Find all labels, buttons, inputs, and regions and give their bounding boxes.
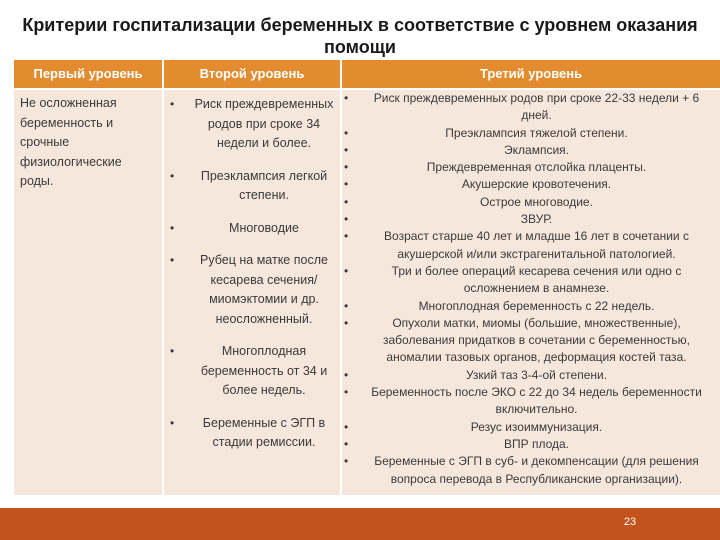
list-item-text: Три и более операций кесарева сечения или одно с осложнением в анамнезе. bbox=[391, 263, 682, 296]
list-item bbox=[170, 167, 334, 206]
bullet: • bbox=[344, 263, 349, 278]
list-item bbox=[344, 125, 716, 142]
bullet: • bbox=[170, 344, 175, 358]
bullet: • bbox=[344, 160, 349, 175]
page-number: 23 bbox=[623, 516, 637, 528]
level-2-list bbox=[164, 90, 340, 453]
bullet: • bbox=[344, 229, 349, 244]
cell-level-1 bbox=[14, 90, 162, 495]
cell-level-2 bbox=[164, 90, 340, 495]
criteria-table bbox=[14, 60, 720, 495]
list-item-text: Риск преждевременных родов при сроке 22-33 недели + 6 дней. bbox=[373, 91, 700, 123]
list-item bbox=[170, 342, 334, 401]
bullet: • bbox=[344, 298, 349, 313]
bullet: • bbox=[170, 97, 175, 111]
level-3-list bbox=[342, 90, 720, 488]
list-item-text: Беременные с ЭГП в суб- и декомпенсации (для решения вопроса перевода в Республиканские организации). bbox=[374, 454, 699, 486]
list-item bbox=[344, 228, 716, 263]
bullet: • bbox=[344, 436, 349, 451]
list-item-text: Акушерские кровотечения. bbox=[461, 177, 612, 192]
list-item-text: ЗВУР. bbox=[520, 212, 553, 227]
list-item-text: Беременные с ЭГП в стадии ремиссии. bbox=[202, 415, 326, 449]
list-item-text: Эклампсия. bbox=[504, 142, 569, 157]
list-item-text: Преэклампсия тяжелой степени. bbox=[445, 125, 628, 140]
list-item bbox=[344, 367, 716, 384]
list-item-text: Многоплодная беременность от 34 и более недель. bbox=[200, 344, 328, 397]
bullet: • bbox=[344, 419, 349, 434]
list-item-text: ВПР плода. bbox=[503, 436, 570, 451]
list-item bbox=[344, 90, 716, 125]
list-item bbox=[344, 419, 716, 436]
list-item-text: Риск преждевременных родов при сроке 34 недели и более. bbox=[194, 97, 334, 150]
list-item bbox=[344, 315, 716, 367]
level-1-text: Не осложненная беременность и срочные физиологические роды. bbox=[20, 96, 122, 188]
bullet: • bbox=[344, 212, 349, 227]
list-item bbox=[170, 219, 334, 239]
header-level-3: Третий уровень bbox=[342, 60, 720, 88]
list-item bbox=[344, 453, 716, 488]
bullet: • bbox=[170, 253, 175, 267]
list-item bbox=[344, 194, 716, 211]
bullet: • bbox=[344, 315, 349, 330]
list-item bbox=[170, 414, 334, 453]
list-item-text: Резус изоиммунизация. bbox=[470, 419, 603, 434]
slide-title: Критерии госпитализации беременных в соответствие с уровнем оказания помощи bbox=[22, 15, 698, 57]
list-item bbox=[344, 298, 716, 315]
bullet: • bbox=[170, 415, 175, 430]
header-level-1: Первый уровень bbox=[14, 60, 162, 88]
bullet: • bbox=[344, 125, 349, 140]
list-item-text: Возраст старше 40 лет и младше 16 лет в сочетании с акушерской и/или экстрагенитальной патологией. bbox=[384, 229, 689, 261]
bullet: • bbox=[344, 454, 349, 469]
list-item-text: Многоплодная беременность с 22 недель. bbox=[418, 298, 655, 313]
list-item bbox=[170, 95, 334, 154]
list-item-text: Рубец на матке после кесарева сечения/миомэктомии и др. неосложненный. bbox=[200, 253, 328, 326]
cell-level-3 bbox=[342, 90, 720, 495]
list-item-text: Острое многоводие. bbox=[480, 194, 593, 209]
list-item-text: Опухоли матки, миомы (большие, множественные), заболевания придатков в сочетании с беременностью, аномалии тазовых органов, деформация костей таза. bbox=[383, 315, 690, 365]
bullet: • bbox=[344, 367, 349, 382]
bullet: • bbox=[170, 168, 175, 183]
bullet: • bbox=[344, 177, 349, 192]
list-item-text: Преждевременная отслойка плаценты. bbox=[426, 160, 647, 175]
list-item-text: Узкий таз 3-4-ой степени. bbox=[465, 367, 608, 382]
bullet: • bbox=[344, 385, 349, 400]
list-item bbox=[344, 211, 716, 228]
header-level-2: Второй уровень bbox=[164, 60, 340, 88]
bullet: • bbox=[344, 142, 349, 157]
bullet: • bbox=[344, 194, 349, 209]
list-item bbox=[344, 263, 716, 298]
list-item bbox=[170, 251, 334, 329]
bullet: • bbox=[170, 220, 175, 235]
list-item bbox=[344, 436, 716, 453]
list-item bbox=[344, 142, 716, 159]
footer-bar bbox=[0, 508, 720, 540]
list-item-text: Преэклампсия легкой степени. bbox=[200, 168, 328, 202]
list-item bbox=[344, 176, 716, 193]
list-item-text: Многоводие bbox=[229, 220, 299, 235]
list-item-text: Беременность после ЭКО с 22 до 34 недель беременности включительно. bbox=[371, 385, 702, 417]
list-item bbox=[344, 384, 716, 419]
bullet: • bbox=[344, 91, 349, 105]
list-item bbox=[344, 159, 716, 176]
